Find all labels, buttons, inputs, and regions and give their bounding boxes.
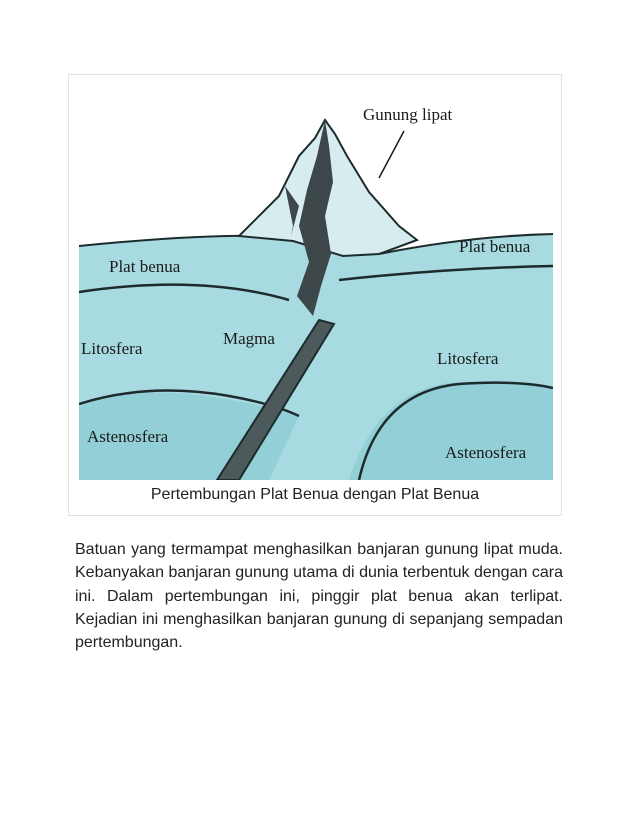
plate-collision-diagram xyxy=(79,86,553,480)
label-gunung-lipat: Gunung lipat xyxy=(363,105,453,124)
label-litosfera-right: Litosfera xyxy=(437,349,499,368)
body-paragraph: Batuan yang termampat menghasilkan banjaran gunung lipat muda. Kebanyakan banjaran gunung utama di dunia terbentuk dengan cara ini. Dalam pertembungan ini, pinggir plat benua akan terlipat. Kejadian ini menghasilkan banjaran gunung di sepanjang sempadan pertembungan. xyxy=(75,541,563,652)
label-astenosfera-right: Astenosfera xyxy=(445,443,527,462)
figure-caption: Pertembungan Plat Benua dengan Plat Benua xyxy=(150,486,480,503)
label-plat-benua-left: Plat benua xyxy=(109,257,181,276)
label-litosfera-left: Litosfera xyxy=(81,339,143,358)
label-plat-benua-right: Plat benua xyxy=(459,237,531,256)
label-magma: Magma xyxy=(223,329,275,348)
label-astenosfera-left: Astenosfera xyxy=(87,427,169,446)
